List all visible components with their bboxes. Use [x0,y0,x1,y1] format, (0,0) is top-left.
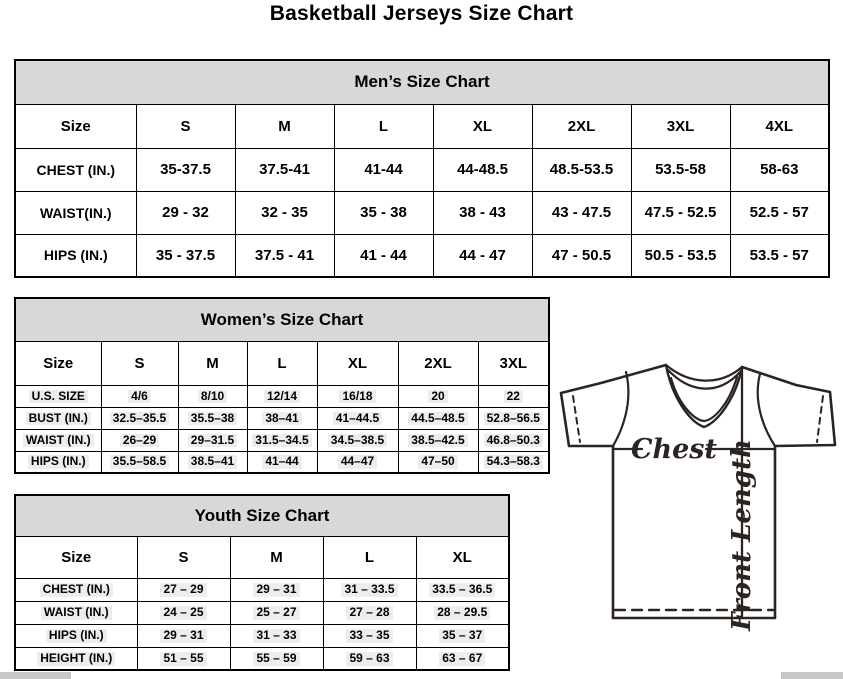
womens-cell-value: 41–44 [262,455,301,469]
womens-table-cell [247,407,317,429]
jersey-measurement-diagram [556,360,841,632]
youth-table-cell [416,578,509,601]
mens-column-header: S [136,104,235,148]
womens-table-cell [398,451,478,473]
youth-table-row [15,601,509,624]
womens-row-label [15,407,101,429]
youth-row-label-text: HEIGHT (IN.) [37,652,115,666]
womens-cell-value: 16/18 [339,390,375,404]
womens-table-cell [178,451,247,473]
youth-table-row [15,647,509,670]
womens-column-header: S [101,341,178,385]
youth-cell-value: 59 – 63 [346,652,392,666]
youth-table-cell [230,601,323,624]
womens-table-cell [178,407,247,429]
mens-table-cell: 44 - 47 [433,234,532,277]
womens-cell-value: 12/14 [264,390,300,404]
left-cuff-dashed-seam [573,396,580,442]
womens-cell-value: 31.5–34.5 [252,434,311,448]
youth-cell-value: 25 – 27 [253,606,299,620]
youth-row-label [15,624,137,647]
womens-column-header: L [247,341,317,385]
womens-table-cell [101,451,178,473]
mens-table-cell: 32 - 35 [235,191,334,234]
front-length-label: Front Length [727,439,757,631]
youth-table-cell [230,647,323,670]
jersey-outline [561,365,835,618]
mens-table-cell: 37.5 - 41 [235,234,334,277]
womens-cell-value: 38–41 [262,412,301,426]
mens-column-header: XL [433,104,532,148]
womens-table-cell [398,429,478,451]
womens-column-header: 2XL [398,341,478,385]
mens-column-header: M [235,104,334,148]
youth-cell-value: 33.5 – 36.5 [429,583,495,597]
mens-column-header: 4XL [730,104,829,148]
womens-table-cell [247,451,317,473]
womens-table-cell [478,385,549,407]
womens-cell-value: 44–47 [338,455,377,469]
womens-cell-value: 35.5–58.5 [110,455,169,469]
page-title: Basketball Jerseys Size Chart [269,2,574,25]
womens-table-cell [398,407,478,429]
youth-cell-value: 29 – 31 [160,629,206,643]
mens-table-cell: 50.5 - 53.5 [631,234,730,277]
womens-cell-value: 26–29 [120,434,159,448]
womens-cell-value: 32.5–35.5 [110,412,169,426]
womens-cell-value: 22 [504,390,523,404]
mens-table-cell: 41 - 44 [334,234,433,277]
youth-table-cell [323,647,416,670]
womens-table-cell [101,385,178,407]
womens-table-cell [478,407,549,429]
mens-table-row [15,234,829,277]
youth-row-label-text: CHEST (IN.) [40,583,113,597]
youth-table-cell [137,647,230,670]
womens-table-cell [398,385,478,407]
mens-row-label: WAIST(IN.) [15,191,136,234]
womens-cell-value: 41–44.5 [333,412,382,426]
womens-cell-value: 52.8–56.5 [484,412,543,426]
mens-size-header: Size [15,104,136,148]
left-armhole-seam [613,372,628,446]
mens-table-cell: 47.5 - 52.5 [631,191,730,234]
mens-table-cell: 37.5-41 [235,148,334,191]
womens-table-cell [247,385,317,407]
youth-row-label [15,578,137,601]
womens-row-label [15,429,101,451]
womens-table-cell [178,385,247,407]
youth-column-header: XL [416,536,509,578]
womens-chart-title: Women’s Size Chart [15,298,549,341]
mens-table-cell: 41-44 [334,148,433,191]
womens-table-cell [317,451,398,473]
womens-row-label [15,451,101,473]
womens-cell-value: 38.5–41 [188,455,237,469]
mens-row-label: HIPS (IN.) [15,234,136,277]
youth-cell-value: 28 – 29.5 [434,606,490,620]
youth-row-label [15,601,137,624]
youth-row-label-text: HIPS (IN.) [46,629,107,643]
youth-chart-title: Youth Size Chart [15,495,509,536]
womens-size-table [14,297,550,474]
womens-table-row [15,407,549,429]
womens-table-cell [478,429,549,451]
youth-size-table [14,494,510,671]
youth-cell-value: 55 – 59 [253,652,299,666]
mens-table-cell: 48.5-53.5 [532,148,631,191]
mens-table-cell: 53.5-58 [631,148,730,191]
womens-cell-value: 20 [428,390,447,404]
mens-table-row [15,148,829,191]
mens-table-cell: 35 - 37.5 [136,234,235,277]
womens-cell-value: 46.8–50.3 [484,434,543,448]
womens-table-row [15,429,549,451]
horizontal-scrollbar-thumb-left[interactable] [0,672,71,679]
womens-table-cell [478,451,549,473]
womens-table-row [15,385,549,407]
mens-column-header: 2XL [532,104,631,148]
youth-table-row [15,578,509,601]
womens-table-cell [317,385,398,407]
youth-cell-value: 27 – 28 [346,606,392,620]
womens-cell-value: 29–31.5 [188,434,237,448]
youth-table-cell [230,578,323,601]
mens-table-cell: 44-48.5 [433,148,532,191]
womens-table-cell [101,429,178,451]
womens-row-label-text: WAIST (IN.) [23,434,94,448]
youth-table-cell [416,647,509,670]
youth-table-cell [137,624,230,647]
womens-cell-value: 44.5–48.5 [408,412,467,426]
womens-row-label [15,385,101,407]
womens-table-cell [317,407,398,429]
youth-table-cell [137,578,230,601]
youth-column-header: L [323,536,416,578]
youth-cell-value: 35 – 37 [439,629,485,643]
youth-size-header: Size [15,536,137,578]
youth-table-cell [137,601,230,624]
mens-table-cell: 35-37.5 [136,148,235,191]
youth-table-cell [323,578,416,601]
youth-table-cell [416,601,509,624]
womens-cell-value: 54.3–58.3 [484,455,543,469]
youth-column-header: S [137,536,230,578]
youth-table-cell [323,624,416,647]
womens-table-row [15,451,549,473]
right-cuff-dashed-seam [817,396,823,442]
mens-table-cell: 53.5 - 57 [730,234,829,277]
womens-cell-value: 38.5–42.5 [408,434,467,448]
youth-row-label-text: WAIST (IN.) [41,606,112,620]
mens-table-cell: 43 - 47.5 [532,191,631,234]
womens-row-label-text: HIPS (IN.) [28,455,89,469]
horizontal-scrollbar-thumb-right[interactable] [781,672,843,679]
youth-cell-value: 63 – 67 [439,652,485,666]
womens-row-label-text: BUST (IN.) [26,412,91,426]
womens-size-header: Size [15,341,101,385]
mens-chart-title: Men’s Size Chart [15,60,829,104]
womens-column-header: XL [317,341,398,385]
mens-table-cell: 52.5 - 57 [730,191,829,234]
chest-label: Chest [631,434,717,465]
womens-column-header: 3XL [478,341,549,385]
youth-table-cell [230,624,323,647]
mens-row-label: CHEST (IN.) [15,148,136,191]
womens-cell-value: 47–50 [418,455,457,469]
womens-cell-value: 35.5–38 [188,412,237,426]
womens-cell-value: 8/10 [198,390,227,404]
youth-table-cell [416,624,509,647]
youth-cell-value: 51 – 55 [160,652,206,666]
youth-cell-value: 31 – 33.5 [341,583,397,597]
youth-cell-value: 24 – 25 [160,606,206,620]
mens-table-cell: 47 - 50.5 [532,234,631,277]
womens-column-header: M [178,341,247,385]
womens-table-cell [247,429,317,451]
mens-column-header: 3XL [631,104,730,148]
youth-cell-value: 31 – 33 [253,629,299,643]
youth-row-label [15,647,137,670]
youth-table-row [15,624,509,647]
youth-table-cell [323,601,416,624]
youth-cell-value: 27 – 29 [160,583,206,597]
right-armhole-seam [758,374,775,446]
mens-table-cell: 29 - 32 [136,191,235,234]
mens-column-header: L [334,104,433,148]
womens-table-cell [101,407,178,429]
womens-row-label-text: U.S. SIZE [29,390,88,404]
womens-table-cell [178,429,247,451]
youth-cell-value: 33 – 35 [346,629,392,643]
mens-table-cell: 35 - 38 [334,191,433,234]
youth-column-header: M [230,536,323,578]
mens-table-cell: 58-63 [730,148,829,191]
mens-size-table [14,59,830,278]
youth-cell-value: 29 – 31 [253,583,299,597]
mens-table-row [15,191,829,234]
mens-table-cell: 38 - 43 [433,191,532,234]
womens-cell-value: 4/6 [128,390,151,404]
womens-cell-value: 34.5–38.5 [328,434,387,448]
womens-table-cell [317,429,398,451]
